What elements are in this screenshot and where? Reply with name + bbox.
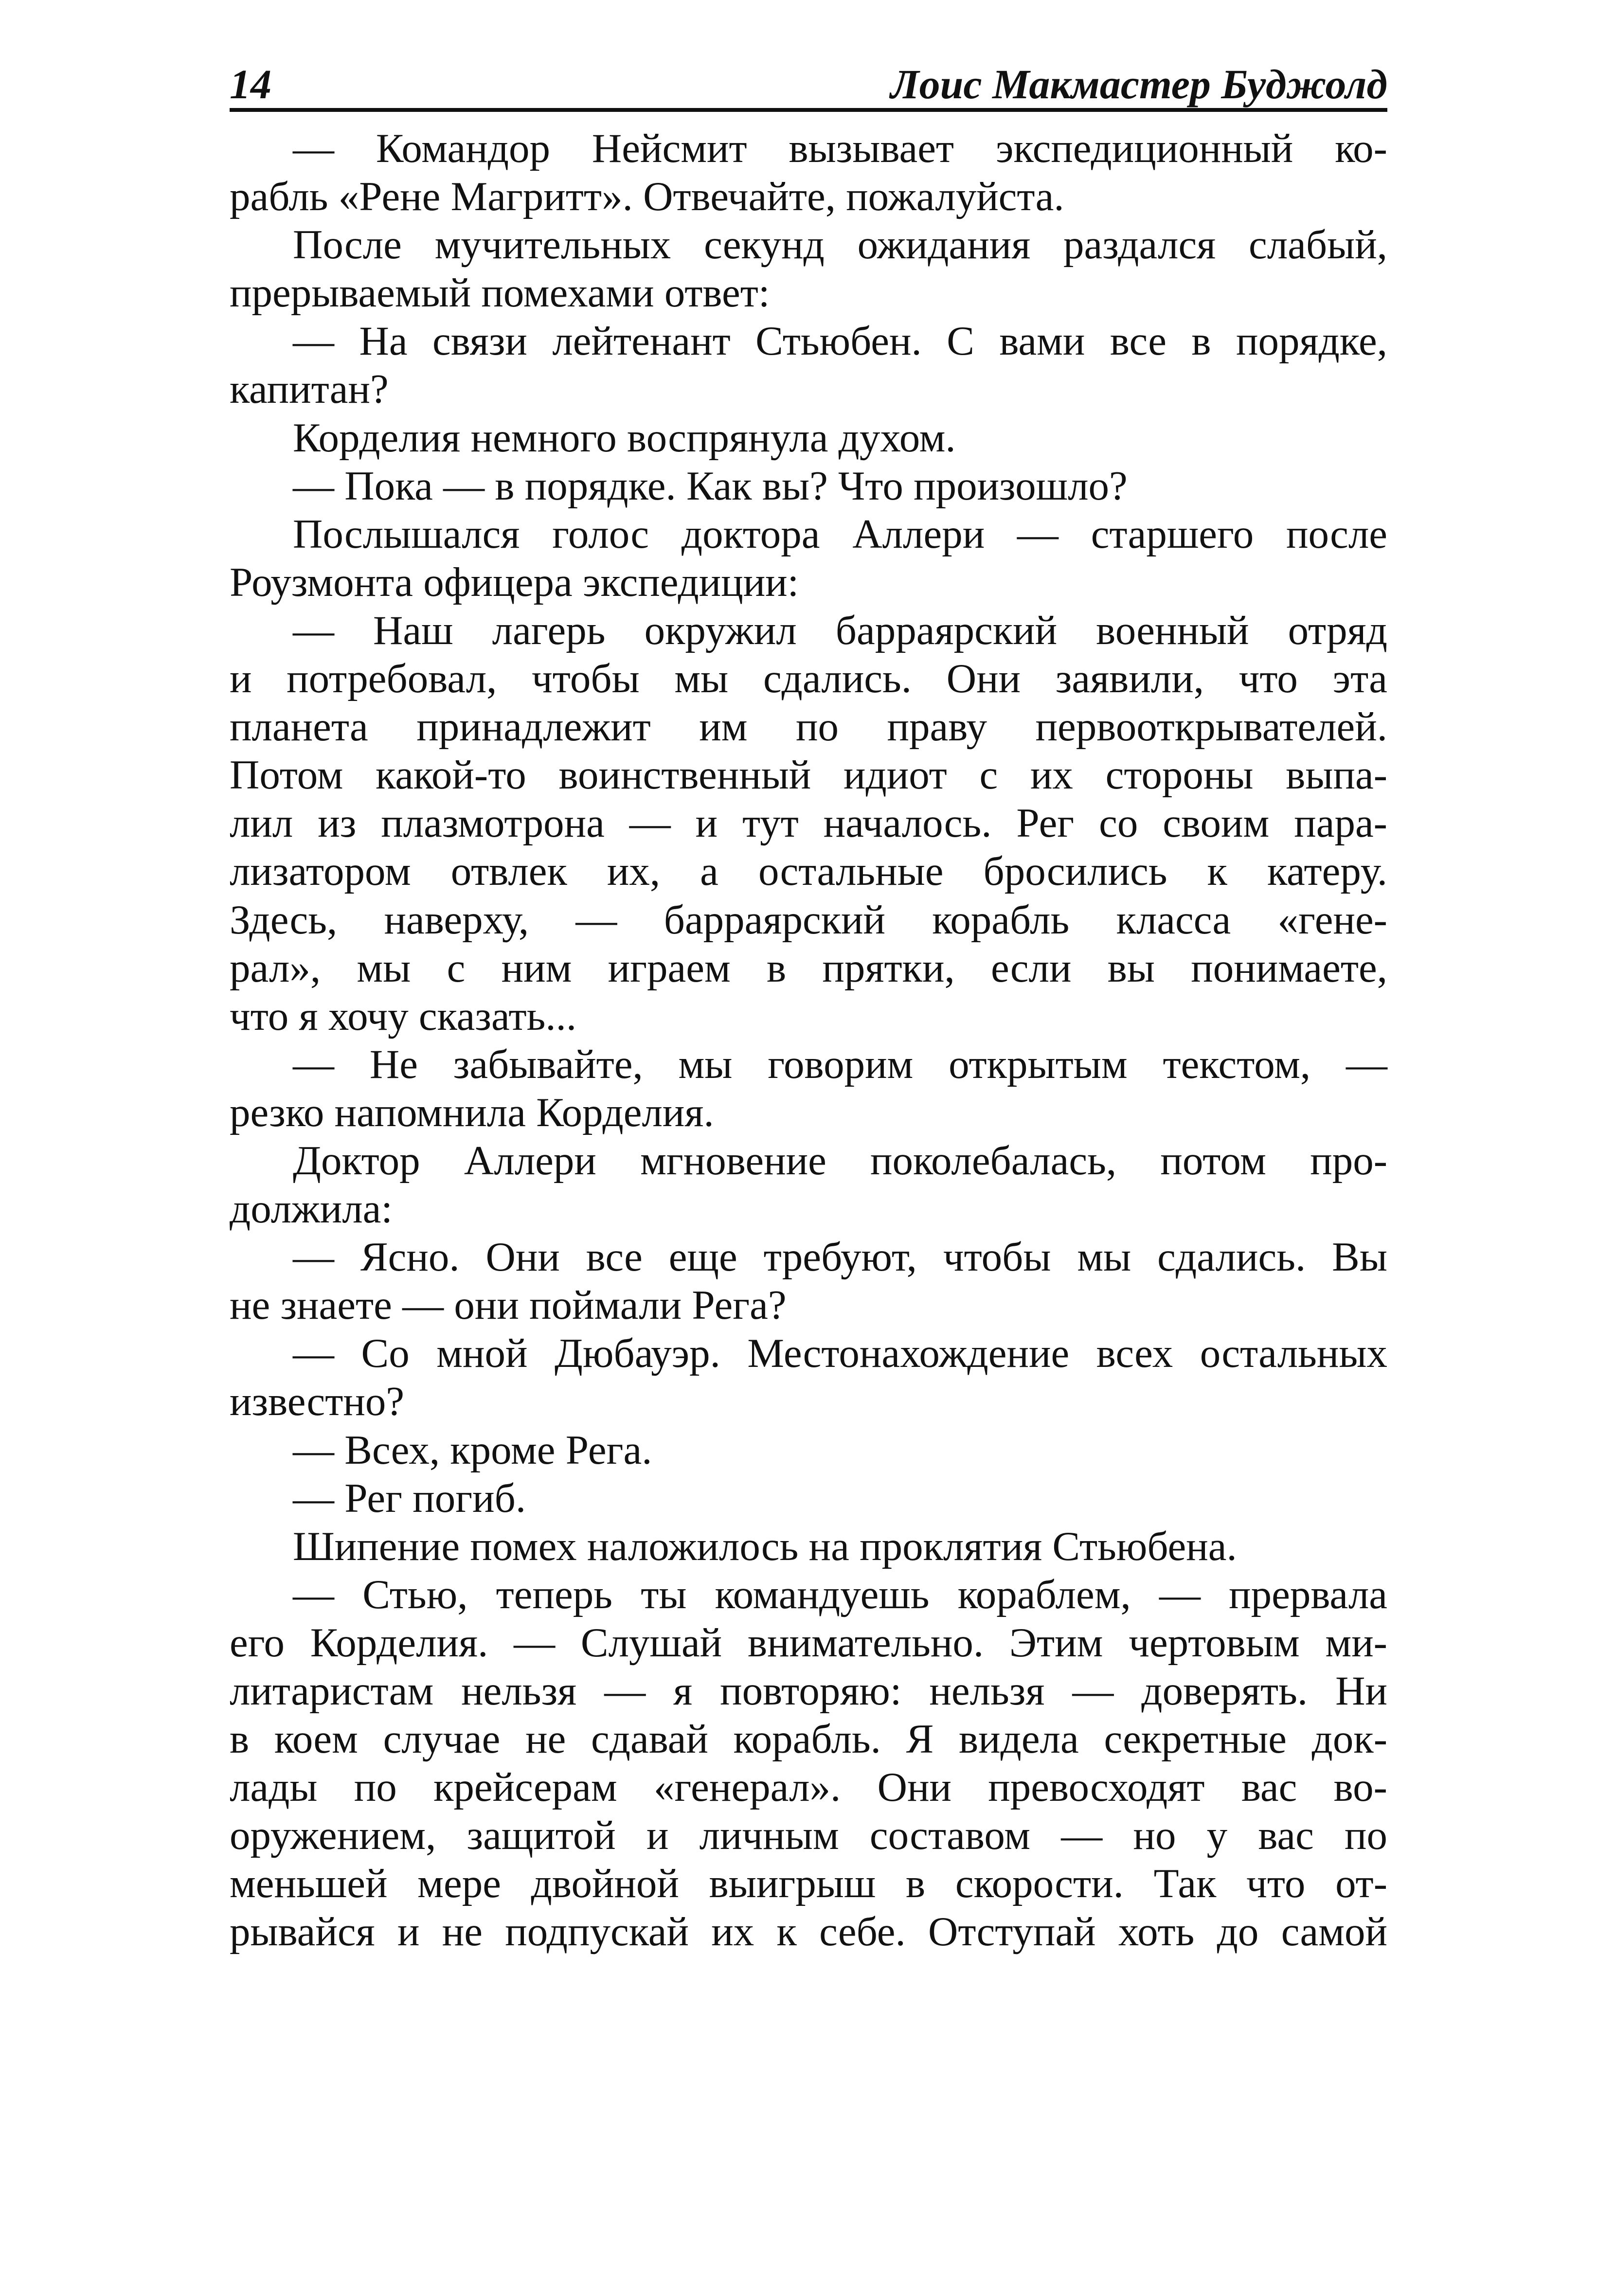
text-line: — Рег погиб. (293, 1475, 526, 1521)
text-line: Послышался голос доктора Аллери — старшего после (293, 511, 1387, 557)
text-line: должила: (230, 1186, 393, 1232)
text-line: Корделия немного воспрянула духом. (293, 414, 956, 461)
text-line: Роузмонта офицера экспедиции: (230, 559, 799, 605)
text-line: — Пока — в порядке. Как вы? Что произошло? (293, 463, 1128, 509)
text-line: планета принадлежит им по праву первооткрывателей. (230, 704, 1387, 750)
text-line: рал», мы с ним играем в прятки, если вы понимаете, (230, 945, 1387, 991)
text-line: лил из плазмотрона — и тут началось. Рег со своим пара- (230, 800, 1387, 846)
body-text (230, 125, 1387, 1956)
text-line: — Командор Нейсмит вызывает экспедиционный ко- (293, 126, 1387, 171)
page-number: 14 (230, 61, 271, 108)
text-line: Доктор Аллери мгновение поколебалась, потом про- (293, 1137, 1387, 1184)
text-line: рабль «Рене Магритт». Отвечайте, пожалуйста. (230, 174, 1064, 220)
text-line: резко напомнила Корделия. (230, 1089, 714, 1135)
running-head (230, 57, 1387, 108)
text-line: рывайся и не подпускай их к себе. Отступай хоть до самой (230, 1909, 1387, 1955)
text-line: — Со мной Дюбауэр. Местонахождение всех остальных (293, 1330, 1387, 1377)
text-line: и потребовал, чтобы мы сдались. Они заявили, что эта (230, 656, 1387, 702)
text-line: — На связи лейтенант Стьюбен. С вами все в порядке, (293, 318, 1387, 364)
text-line: прерываемый помехами ответ: (230, 270, 770, 316)
text-line: лады по крейсерам «генерал». Они превосходят вас во- (230, 1764, 1387, 1811)
text-line: — Не забывайте, мы говорим открытым текстом, — (293, 1041, 1387, 1087)
text-line: что я хочу сказать... (230, 993, 577, 1039)
text-line: его Корделия. — Слушай внимательно. Этим чертовым ми- (230, 1619, 1387, 1666)
text-line: После мучительных секунд ожидания раздался слабый, (293, 222, 1387, 268)
author-name: Лоис Макмастер Буджолд (890, 61, 1387, 108)
text-line: — Стью, теперь ты командуешь кораблем, — прервала (293, 1571, 1387, 1617)
text-line: литаристам нельзя — я повторяю: нельзя — доверять. Ни (230, 1668, 1387, 1714)
text-line: — Всех, кроме Рега. (293, 1427, 652, 1473)
text-line: — Ясно. Они все еще требуют, чтобы мы сдались. Вы (293, 1234, 1387, 1280)
text-line: капитан? (230, 366, 389, 413)
text-line: Потом какой-то воинственный идиот с их стороны выпа- (230, 752, 1387, 798)
text-line: — Наш лагерь окружил барраярский военный отряд (293, 607, 1387, 653)
book-page (230, 57, 1387, 1956)
text-line: Шипение помех наложилось на проклятия Стьюбена. (293, 1523, 1237, 1569)
text-line: не знаете — они поймали Рега? (230, 1282, 787, 1328)
header-rule (230, 108, 1387, 112)
text-line: Здесь, наверху, — барраярский корабль класса «гене- (230, 897, 1387, 943)
text-line: меньшей мере двойной выигрыш в скорости. Так что от- (230, 1861, 1387, 1907)
text-line: в коем случае не сдавай корабль. Я видела секретные док- (230, 1716, 1387, 1762)
text-line: известно? (230, 1379, 405, 1425)
text-line: оружением, защитой и личным составом — но у вас по (230, 1812, 1387, 1859)
text-line: лизатором отвлек их, а остальные бросились к катеру. (230, 848, 1387, 895)
